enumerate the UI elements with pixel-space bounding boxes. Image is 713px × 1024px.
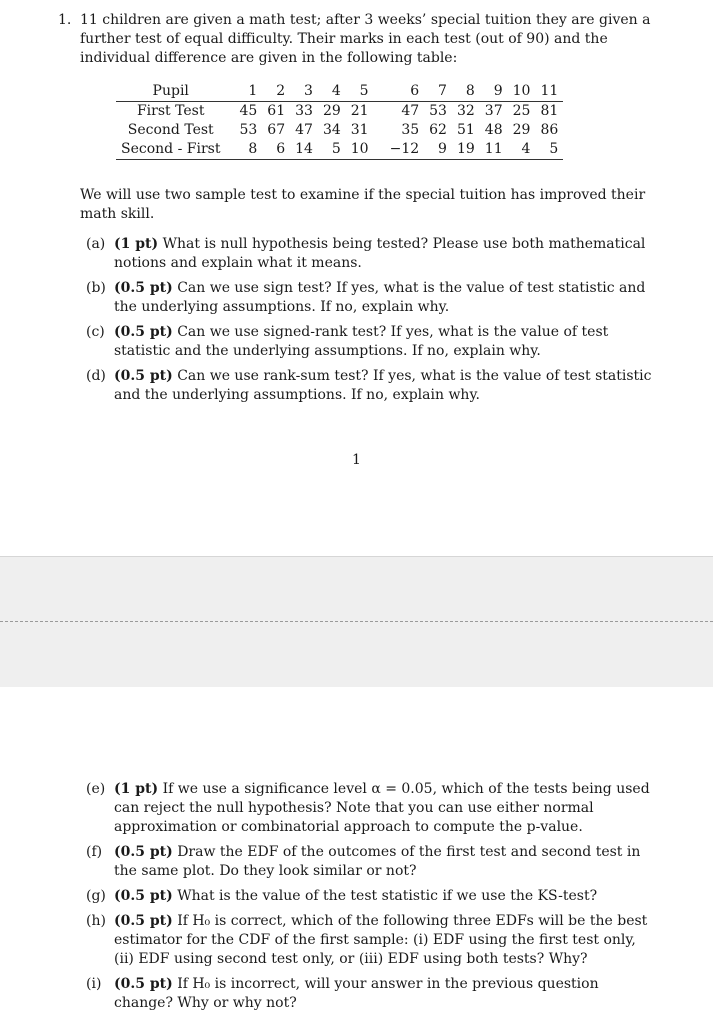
part-label: (c) xyxy=(86,324,105,340)
table-cell: 67 xyxy=(267,122,286,138)
pupil-cell: 6 xyxy=(374,82,425,102)
part-points: (1 pt) xyxy=(114,781,159,797)
header-label: Pupil xyxy=(116,82,234,102)
table-cell: 10 xyxy=(346,140,374,160)
table-cell: −12 xyxy=(374,140,425,160)
table-cell: 32 xyxy=(456,103,475,119)
table-cell: 45 xyxy=(239,103,258,119)
page-number: 1 xyxy=(352,452,361,468)
scores-table xyxy=(116,82,563,160)
pupil-cell: 7 xyxy=(424,82,452,102)
table-cell: 37 xyxy=(484,103,503,119)
pupil-cell: 1 xyxy=(234,82,262,102)
part-text: Can we use sign test? If yes, what is the value of test statistic and the underlying assumptions. If no, explain why. xyxy=(114,280,646,315)
part-text: If H₀ is correct, which of the following three EDFs will be the best estimator for the CDF of the first sample: (i) EDF using the first test only, (ii) EDF using second test only, or (iii) EDF using both tests? Why? xyxy=(114,913,648,967)
page-break-line xyxy=(0,621,713,622)
table-cell: 31 xyxy=(350,122,369,138)
table-cell: 35 xyxy=(401,122,420,138)
part-text: Draw the EDF of the outcomes of the first test and second test in the same plot. Do they look similar or not? xyxy=(114,844,641,879)
parts-list-page1 xyxy=(80,235,654,411)
pupil-cell: 3 xyxy=(290,82,318,102)
part-e xyxy=(80,780,654,837)
table-cell: 11 xyxy=(480,140,508,160)
part-points: (0.5 pt) xyxy=(114,368,173,384)
pupil-cell: 2 xyxy=(262,82,290,102)
part-label: (b) xyxy=(86,280,106,296)
part-points: (0.5 pt) xyxy=(114,976,173,992)
part-text: If H₀ is incorrect, will your answer in the previous question change? Why or why not? xyxy=(114,976,599,1011)
part-label: (i) xyxy=(86,976,102,992)
part-h xyxy=(80,912,654,969)
pupil-cell: 10 xyxy=(508,82,536,102)
intro-text: We will use two sample test to examine if the special tuition has improved their math skill. xyxy=(80,187,646,222)
row-label: Second - First xyxy=(116,140,234,160)
table-cell: 19 xyxy=(452,140,480,160)
table-cell: 33 xyxy=(295,103,313,119)
pupil-cell: 9 xyxy=(480,82,508,102)
part-text: Can we use signed-rank test? If yes, what is the value of test statistic and the underlying assumptions. If no, explain why. xyxy=(114,324,609,359)
table-cell: 21 xyxy=(350,103,369,119)
part-text: Can we use rank-sum test? If yes, what is the value of test statistic and the underlying assumptions. If no, explain why. xyxy=(114,368,652,403)
table-cell: 47 xyxy=(295,122,313,138)
pupil-cell: 5 xyxy=(346,82,374,102)
part-label: (e) xyxy=(86,781,106,797)
table-cell: 48 xyxy=(484,122,503,138)
pupil-cell: 8 xyxy=(452,82,480,102)
part-points: (0.5 pt) xyxy=(114,324,173,340)
part-label: (a) xyxy=(86,236,106,252)
table-header-row xyxy=(116,82,563,102)
row-label: Second Test xyxy=(127,122,214,138)
table-cell: 5 xyxy=(318,140,346,160)
table-cell: 53 xyxy=(429,103,447,119)
table-row xyxy=(116,102,563,122)
part-text: If we use a significance level α = 0.05, which of the tests being used can reject the null hypothesis? Note that you can use either normal approximation or combinatorial approach to compute the p-value. xyxy=(114,781,650,835)
row-label: First Test xyxy=(136,103,205,119)
table-row xyxy=(116,140,563,160)
part-f xyxy=(80,843,654,881)
part-label: (d) xyxy=(86,368,106,384)
part-d xyxy=(80,367,654,405)
question-number: 1. xyxy=(58,12,72,28)
question-text: 11 children are given a math test; after 3 weeks’ special tuition they are given a further test of equal difficulty. Their marks in each test (out of 90) and the individual difference are given in the following table: xyxy=(80,12,651,66)
part-label: (g) xyxy=(86,888,106,904)
pupil-cell: 11 xyxy=(535,82,563,102)
part-label: (f) xyxy=(86,844,103,860)
part-points: (1 pt) xyxy=(114,236,159,252)
part-b xyxy=(80,279,654,317)
table-cell: 5 xyxy=(535,140,563,160)
table-cell: 61 xyxy=(267,103,286,119)
table-cell: 51 xyxy=(456,122,475,138)
table-cell: 14 xyxy=(290,140,318,160)
table-cell: 34 xyxy=(322,122,341,138)
page-2 xyxy=(0,687,713,1024)
parts-list-page2 xyxy=(80,780,654,1019)
table-cell: 86 xyxy=(540,122,559,138)
part-points: (0.5 pt) xyxy=(114,913,173,929)
part-g xyxy=(80,887,654,906)
table-cell: 47 xyxy=(401,103,420,119)
part-points: (0.5 pt) xyxy=(114,280,173,296)
part-a xyxy=(80,235,654,273)
table-cell: 62 xyxy=(429,122,447,138)
table-cell: 29 xyxy=(322,103,341,119)
part-points: (0.5 pt) xyxy=(114,844,173,860)
table-cell: 29 xyxy=(512,122,531,138)
table-cell: 4 xyxy=(508,140,536,160)
table-row xyxy=(116,121,563,140)
table-cell: 6 xyxy=(262,140,290,160)
table-cell: 9 xyxy=(424,140,452,160)
table-cell: 8 xyxy=(234,140,262,160)
page-gap xyxy=(0,556,713,688)
part-label: (h) xyxy=(86,913,106,929)
part-points: (0.5 pt) xyxy=(114,888,173,904)
part-text: What is the value of the test statistic if we use the KS-test? xyxy=(177,888,598,904)
part-c xyxy=(80,323,654,361)
table-cell: 81 xyxy=(540,103,559,119)
table-cell: 53 xyxy=(239,122,258,138)
part-text: What is null hypothesis being tested? Please use both mathematical notions and explain what it means. xyxy=(114,236,646,271)
table-cell: 25 xyxy=(512,103,531,119)
part-i xyxy=(80,975,654,1013)
pupil-cell: 4 xyxy=(318,82,346,102)
